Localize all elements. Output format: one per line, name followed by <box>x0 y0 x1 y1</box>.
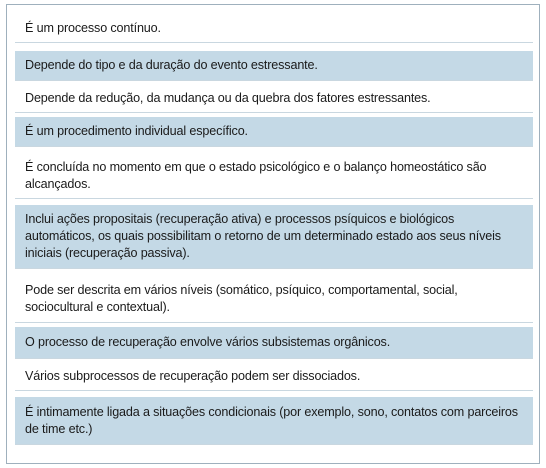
row-text: O processo de recuperação envolve vários subsistemas orgânicos. <box>25 335 391 349</box>
table-row <box>15 397 533 445</box>
row-text: É concluída no momento em que o estado psicológico e o balanço homeostático são alcançados. <box>25 159 487 191</box>
row-text: É um procedimento individual específico. <box>25 124 248 138</box>
recovery-characteristics-table <box>6 4 540 464</box>
row-text: Inclui ações propositais (recuperação ativa) e processos psíquicos e biológicos automáticos, os quais possibilitam o retorno de um determinado estado aos seus níveis iniciais (recuperação passiva). <box>25 212 501 260</box>
table-row <box>15 153 533 199</box>
table-row <box>15 275 533 323</box>
row-text: Depende da redução, da mudança ou da quebra dos fatores estressantes. <box>25 91 431 105</box>
row-text: É um processo contínuo. <box>25 21 161 35</box>
table-row <box>15 205 533 269</box>
table-row <box>15 85 533 113</box>
table-row <box>15 363 533 391</box>
row-text: Pode ser descrita em vários níveis (somático, psíquico, comportamental, social, sociocultural e contextual). <box>25 282 458 314</box>
row-text: Vários subprocessos de recuperação podem ser dissociados. <box>25 369 361 383</box>
table-row <box>15 15 533 43</box>
row-text: Depende do tipo e da duração do evento estressante. <box>25 58 318 72</box>
table-row <box>15 327 533 359</box>
table-row <box>15 117 533 147</box>
table-row <box>15 51 533 81</box>
row-text: É intimamente ligada a situações condicionais (por exemplo, sono, contatos com parceiros de time etc.) <box>25 404 518 436</box>
